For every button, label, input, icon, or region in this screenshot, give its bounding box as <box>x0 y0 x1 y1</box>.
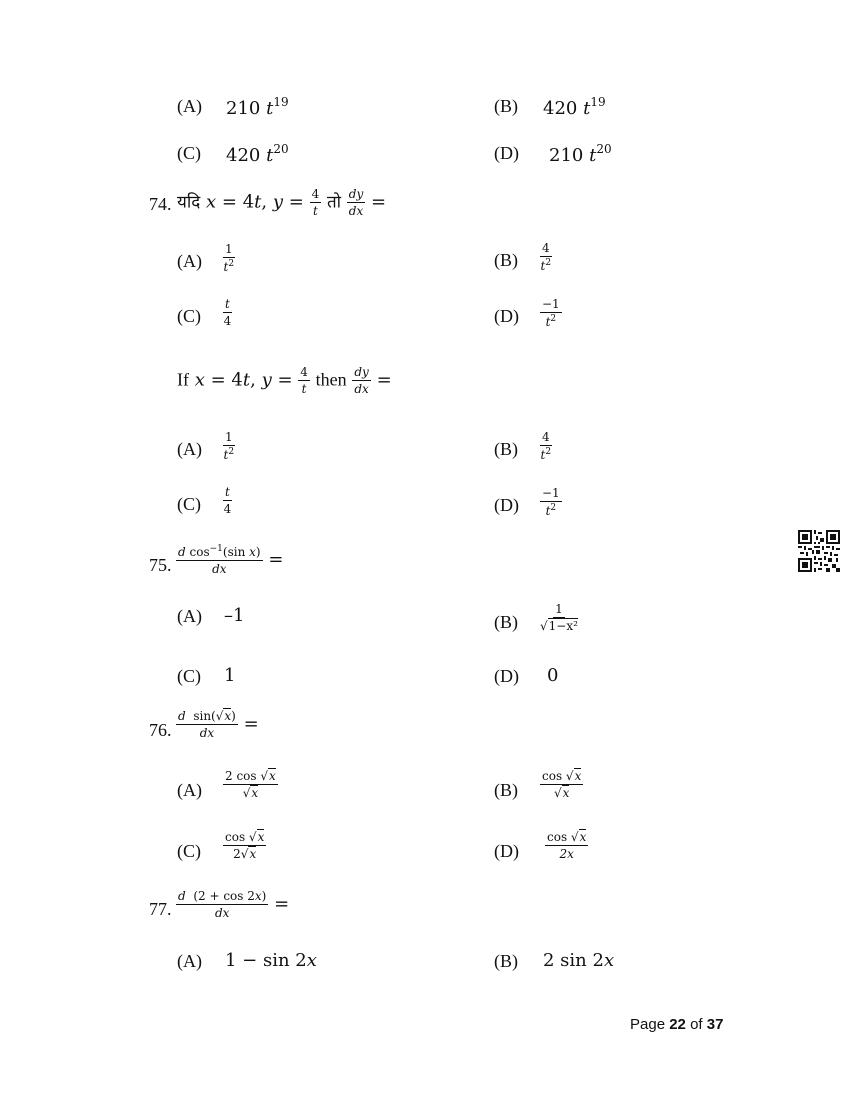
q73-option-b-value: 420 $t^{19}$ <box>543 95 606 119</box>
q75-option-c-label: (C) <box>177 666 201 686</box>
q75-option-b-label: (B) <box>494 612 518 632</box>
q75-number: 75. <box>149 555 172 575</box>
q77-option-b-label: (B) <box>494 951 518 971</box>
q74-hindi-question: यदि x = 4t, y = $\frac{4}{t}$ तो $\frac{dy}{dx}$ = <box>177 187 387 218</box>
q76-option-c-value: $\frac{\cos √x}{2√x}$ <box>225 830 265 861</box>
q74-hi-option-c-value: $\frac{t}{4}$ <box>223 297 232 328</box>
q77-option-a-value: 1 − sin 2x <box>225 950 317 971</box>
q75-option-d-label: (D) <box>494 666 519 686</box>
q74-hi-option-d-label: (D) <box>494 306 519 326</box>
q73-option-c-value: 420 $t^{20}$ <box>226 142 289 166</box>
q74-en-option-c-label: (C) <box>177 494 201 514</box>
q74-hi-option-b-label: (B) <box>494 250 518 270</box>
q77-option-b-value: 2 sin 2x <box>543 950 615 971</box>
q76-option-d-label: (D) <box>494 841 519 861</box>
q74-hi-option-a-label: (A) <box>177 251 202 271</box>
q74-en-option-c-value: $\frac{t}{4}$ <box>223 485 232 516</box>
q74-number: 74. <box>149 194 172 214</box>
q75-option-d-value: 0 <box>547 665 559 686</box>
q76-option-c-label: (C) <box>177 841 201 861</box>
q76-number: 76. <box>149 720 172 740</box>
q77-number: 77. <box>149 899 172 919</box>
q73-option-c-label: (C) <box>177 143 201 163</box>
page-number: Page 22 of 37 <box>630 1016 724 1033</box>
q76-option-a-label: (A) <box>177 780 202 800</box>
q75-option-a-value: –1 <box>224 605 245 626</box>
q77-question: $\frac{d (2 + \cos 2x)}{dx}$ = <box>178 889 290 920</box>
q73-option-d-value: 210 $t^{20}$ <box>549 142 612 166</box>
qr-code-icon <box>798 530 840 572</box>
q74-en-option-b-label: (B) <box>494 439 518 459</box>
q76-question: $\frac{\text{d sin(√x)}}{dx}$ = <box>178 709 259 740</box>
q76-option-b-label: (B) <box>494 780 518 800</box>
q77-option-a-label: (A) <box>177 951 202 971</box>
q74-en-option-a-label: (A) <box>177 439 202 459</box>
q74-hi-option-b-value: $\frac{4}{t^2}$ <box>540 241 552 273</box>
q74-english-question: If x = 4t, y = $\frac{4}{t}$ then $\frac{dy}{dx}$ = <box>177 365 392 396</box>
q74-en-option-d-value: $\frac{-1}{t^2}$ <box>542 486 560 518</box>
q75-question: $\frac{d \cos^{-1}(\sin x)}{dx}$ = <box>178 544 284 576</box>
q76-option-b-value: $\frac{\cos √x}{√x}$ <box>542 769 582 800</box>
q74-en-option-a-value: $\frac{1}{t^2}$ <box>223 430 235 462</box>
q75-option-b-value: $\frac{1}{\text{√1−x²}}$ <box>540 602 578 633</box>
q73-option-d-label: (D) <box>494 143 519 163</box>
q74-hi-option-c-label: (C) <box>177 306 201 326</box>
q73-option-b-label: (B) <box>494 96 518 116</box>
q74-hi-option-a-value: $\frac{1}{t^2}$ <box>223 242 235 274</box>
q74-hi-option-d-value: $\frac{-1}{t^2}$ <box>542 297 560 329</box>
q74-en-option-b-value: $\frac{4}{t^2}$ <box>540 430 552 462</box>
q73-option-a-value: 210 $t^{19}$ <box>226 95 289 119</box>
q75-option-c-value: 1 <box>224 665 236 686</box>
q76-option-d-value: $\frac{\cos √x}{2x}$ <box>547 830 587 861</box>
q75-option-a-label: (A) <box>177 606 202 626</box>
q74-en-option-d-label: (D) <box>494 495 519 515</box>
q73-option-a-label: (A) <box>177 96 202 116</box>
q76-option-a-value: $\frac{2 \cos √x}{√x}$ <box>225 769 276 800</box>
